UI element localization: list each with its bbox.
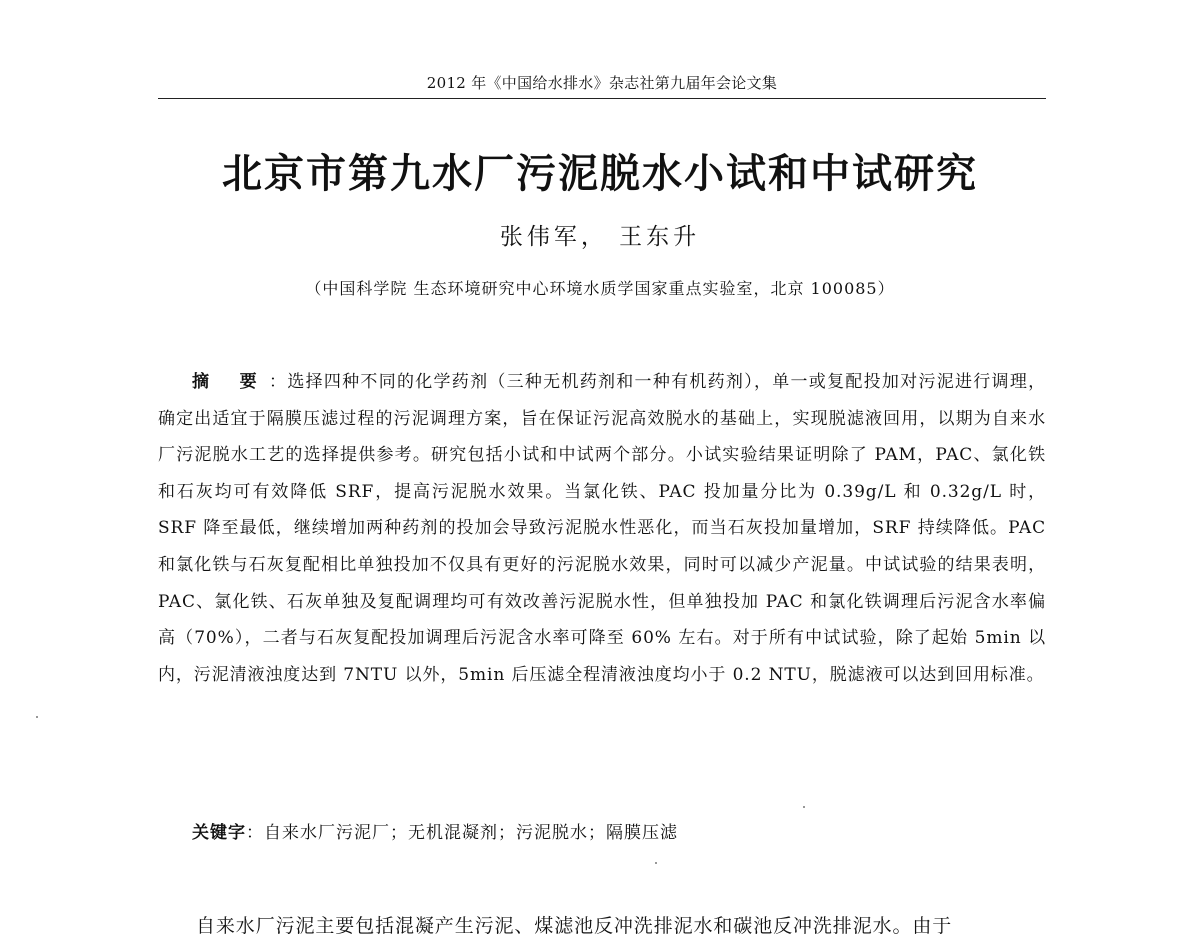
- paper-title: 北京市第九水厂污泥脱水小试和中试研究: [222, 151, 978, 197]
- abstract: [158, 364, 1046, 693]
- affiliation: （中国科学院 生态环境研究中心环境水质学国家重点实验室，北京 100085）: [305, 279, 895, 298]
- header-rule: [158, 98, 1046, 99]
- body-paragraph: 自来水厂污泥主要包括混凝产生污泥、煤滤池反冲洗排泥水和碳池反冲洗排泥水。由于: [196, 915, 953, 937]
- scan-speck: [36, 716, 38, 718]
- authors: 张伟军， 王东升: [499, 224, 701, 250]
- keywords-label: 关键字: [192, 823, 246, 843]
- scan-speck: [803, 806, 805, 808]
- abstract-label: 摘 要: [192, 372, 270, 392]
- running-header: 2012 年《中国给水排水》杂志社第九届年会论文集: [426, 74, 778, 92]
- keywords-text: ：自来水厂污泥厂；无机混凝剂；污泥脱水；隔膜压滤: [246, 823, 678, 843]
- abstract-text: ：选择四种不同的化学药剂（三种无机药剂和一种有机药剂），单一或复配投加对污泥进行调理，确定出适宜于隔膜压滤过程的污泥调理方案，旨在保证污泥高效脱水的基础上，实现脱滤液回用，以期为自来水厂污泥脱水工艺的选择提供参考。研究包括小试和中试两个部分。小试实验结果证明除了 PAM，PAC、氯化铁和石灰均可有效降低 SRF，提高污泥脱水效果。当氯化铁、PAC 投加量分比为 0.39g/L 和 0.32g/L 时，SRF 降至最低，继续增加两种药剂的投加会导致污泥脱水性恶化，而当石灰投加量增加，SRF 持续降低。PAC 和氯化铁与石灰复配相比单独投加不仅具有更好的污泥脱水效果，同时可以减少产泥量。中试试验的结果表明，PAC、氯化铁、石灰单独及复配调理均可有效改善污泥脱水性，但单独投加 PAC 和氯化铁调理后污泥含水率偏高（70%），二者与石灰复配投加调理后污泥含水率可降至 60% 左右。对于所有中试试验，除了起始 5min 以内，污泥清液浊度达到 7NTU 以外，5min 后压滤全程清液浊度均小于 0.2 NTU，脱滤液可以达到回用标准。: [158, 372, 1046, 685]
- keywords: [192, 818, 678, 843]
- scan-speck: [655, 862, 657, 864]
